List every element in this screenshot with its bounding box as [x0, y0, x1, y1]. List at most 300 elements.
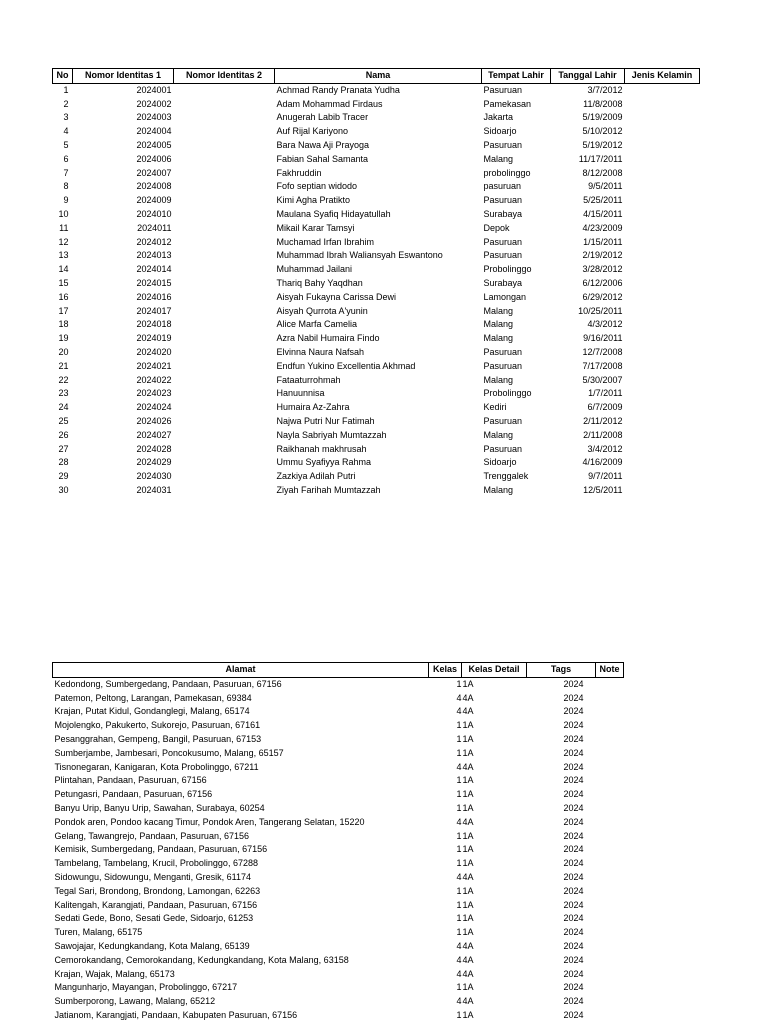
cell-tanggal-lahir[interactable]: 5/10/2012: [582, 126, 623, 137]
cell-nama[interactable]: Humaira Az-Zahra: [276, 402, 350, 413]
cell-kelas[interactable]: 1: [456, 913, 462, 924]
cell-tanggal-lahir[interactable]: 9/5/2011: [588, 181, 623, 192]
cell-tanggal-lahir[interactable]: 9/7/2011: [588, 471, 623, 482]
cell-tanggal-lahir[interactable]: 5/30/2007: [582, 374, 623, 385]
cell-tanggal-lahir[interactable]: 10/25/2011: [578, 305, 623, 316]
cell-note[interactable]: [596, 761, 624, 775]
col-header-tanggal-lahir[interactable]: Tanggal Lahir: [551, 69, 625, 84]
cell-nomor-identitas-2[interactable]: [174, 291, 275, 305]
cell-tags[interactable]: 2024: [563, 1009, 584, 1020]
cell-jenis-kelamin[interactable]: [625, 83, 700, 97]
cell-tanggal-lahir[interactable]: 3/4/2012: [587, 443, 623, 454]
cell-kelas[interactable]: 4: [456, 940, 462, 951]
cell-kelas-detail[interactable]: 1A: [462, 789, 474, 800]
cell-note[interactable]: [596, 733, 624, 747]
cell-nomor-identitas-2[interactable]: [174, 263, 275, 277]
cell-no[interactable]: 30: [58, 484, 69, 495]
cell-nama[interactable]: Auf Rijal Kariyono: [276, 126, 349, 137]
cell-nama[interactable]: Nayla Sabriyah Mumtazzah: [276, 429, 387, 440]
cell-tags[interactable]: 2024: [563, 775, 584, 786]
cell-nomor-identitas-2[interactable]: [174, 305, 275, 319]
cell-tanggal-lahir[interactable]: 12/7/2008: [582, 346, 623, 357]
cell-kelas[interactable]: 4: [456, 761, 462, 772]
cell-no[interactable]: 12: [58, 236, 69, 247]
cell-nomor-identitas-1[interactable]: 2024029: [136, 457, 172, 468]
cell-tags[interactable]: 2024: [563, 678, 584, 689]
cell-nomor-identitas-1[interactable]: 2024005: [136, 139, 172, 150]
cell-kelas-detail[interactable]: 4A: [462, 816, 474, 827]
cell-tags[interactable]: 2024: [563, 858, 584, 869]
cell-no[interactable]: 5: [63, 139, 69, 150]
cell-nomor-identitas-1[interactable]: 2024020: [136, 346, 172, 357]
cell-jenis-kelamin[interactable]: [625, 484, 700, 498]
cell-tags[interactable]: 2024: [563, 789, 584, 800]
cell-kelas[interactable]: 4: [456, 706, 462, 717]
cell-nomor-identitas-1[interactable]: 2024028: [136, 443, 172, 454]
cell-nomor-identitas-1[interactable]: 2024014: [136, 264, 172, 275]
cell-nomor-identitas-2[interactable]: [174, 98, 275, 112]
cell-nomor-identitas-2[interactable]: [174, 443, 275, 457]
cell-jenis-kelamin[interactable]: [625, 429, 700, 443]
cell-jenis-kelamin[interactable]: [625, 346, 700, 360]
cell-tanggal-lahir[interactable]: 12/5/2011: [583, 484, 623, 495]
cell-no[interactable]: 19: [58, 333, 69, 344]
cell-kelas-detail[interactable]: 1A: [462, 720, 474, 731]
cell-nama[interactable]: Fabian Sahal Samanta: [276, 153, 369, 164]
cell-kelas-detail[interactable]: 4A: [462, 954, 474, 965]
cell-kelas[interactable]: 1: [456, 747, 462, 758]
cell-nomor-identitas-1[interactable]: 2024012: [136, 236, 172, 247]
cell-tags[interactable]: 2024: [563, 885, 584, 896]
cell-alamat[interactable]: Jatianom, Karangjati, Pandaan, Kabupaten Pasuruan, 67156: [54, 1009, 298, 1020]
cell-tags[interactable]: 2024: [563, 913, 584, 924]
cell-tanggal-lahir[interactable]: 9/16/2011: [583, 333, 623, 344]
cell-nama[interactable]: Najwa Putri Nur Fatimah: [276, 415, 375, 426]
cell-alamat[interactable]: Sumberjambe, Jambesari, Poncokusumo, Malang, 65157: [54, 747, 284, 758]
cell-kelas-detail[interactable]: 1A: [462, 858, 474, 869]
cell-nomor-identitas-1[interactable]: 2024026: [136, 415, 172, 426]
cell-nama[interactable]: Fataaturrohmah: [276, 374, 341, 385]
cell-nomor-identitas-1[interactable]: 2024024: [136, 402, 172, 413]
cell-tempat-lahir[interactable]: Malang: [483, 305, 514, 316]
cell-jenis-kelamin[interactable]: [625, 360, 700, 374]
cell-tempat-lahir[interactable]: probolinggo: [483, 167, 531, 178]
cell-tempat-lahir[interactable]: Malang: [483, 319, 514, 330]
cell-no[interactable]: 25: [58, 415, 69, 426]
cell-kelas-detail[interactable]: 1A: [462, 733, 474, 744]
cell-nomor-identitas-1[interactable]: 2024004: [136, 126, 172, 137]
cell-jenis-kelamin[interactable]: [625, 236, 700, 250]
cell-alamat[interactable]: Plintahan, Pandaan, Pasuruan, 67156: [54, 775, 207, 786]
col-header-alamat[interactable]: Alamat: [53, 663, 429, 678]
col-header-nama[interactable]: Nama: [275, 69, 482, 84]
cell-nomor-identitas-2[interactable]: [174, 429, 275, 443]
cell-kelas[interactable]: 4: [456, 692, 462, 703]
cell-alamat[interactable]: Sidowungu, Sidowungu, Menganti, Gresik, 61174: [54, 871, 251, 882]
cell-no[interactable]: 20: [58, 346, 69, 357]
cell-kelas[interactable]: 1: [456, 789, 462, 800]
cell-tags[interactable]: 2024: [563, 927, 584, 938]
cell-tempat-lahir[interactable]: Malang: [483, 429, 514, 440]
cell-nomor-identitas-2[interactable]: [174, 277, 275, 291]
cell-note[interactable]: [596, 912, 624, 926]
cell-tempat-lahir[interactable]: Pasuruan: [483, 250, 523, 261]
cell-alamat[interactable]: Sedati Gede, Bono, Sesati Gede, Sidoarjo, 61253: [54, 913, 254, 924]
cell-alamat[interactable]: Tisnonegaran, Kanigaran, Kota Probolinggo, 67211: [54, 761, 259, 772]
cell-nama[interactable]: Alice Marfa Camelia: [276, 319, 358, 330]
col-header-nomor-identitas-1[interactable]: Nomor Identitas 1: [73, 69, 174, 84]
cell-nama[interactable]: Azra Nabil Humaira Findo: [276, 333, 380, 344]
cell-tags[interactable]: 2024: [563, 982, 584, 993]
cell-note[interactable]: [596, 981, 624, 995]
cell-note[interactable]: [596, 885, 624, 899]
cell-no[interactable]: 10: [58, 208, 69, 219]
cell-no[interactable]: 3: [63, 112, 69, 123]
cell-no[interactable]: 26: [58, 429, 69, 440]
cell-kelas-detail[interactable]: 1A: [462, 830, 474, 841]
cell-nomor-identitas-2[interactable]: [174, 415, 275, 429]
cell-no[interactable]: 1: [63, 84, 69, 95]
cell-no[interactable]: 28: [58, 457, 69, 468]
cell-tempat-lahir[interactable]: Malang: [483, 153, 514, 164]
cell-jenis-kelamin[interactable]: [625, 125, 700, 139]
cell-nomor-identitas-1[interactable]: 2024030: [136, 471, 172, 482]
cell-nomor-identitas-2[interactable]: [174, 83, 275, 97]
cell-tanggal-lahir[interactable]: 1/15/2011: [583, 236, 623, 247]
cell-tempat-lahir[interactable]: Probolinggo: [483, 264, 532, 275]
cell-alamat[interactable]: Kedondong, Sumbergedang, Pandaan, Pasuruan, 67156: [54, 678, 282, 689]
cell-tanggal-lahir[interactable]: 4/15/2011: [583, 208, 623, 219]
cell-jenis-kelamin[interactable]: [625, 98, 700, 112]
cell-no[interactable]: 11: [59, 222, 69, 233]
cell-nomor-identitas-2[interactable]: [174, 484, 275, 498]
cell-nomor-identitas-2[interactable]: [174, 208, 275, 222]
cell-nama[interactable]: Elvinna Naura Nafsah: [276, 346, 365, 357]
cell-kelas-detail[interactable]: 4A: [462, 706, 474, 717]
cell-jenis-kelamin[interactable]: [625, 374, 700, 388]
cell-nomor-identitas-2[interactable]: [174, 180, 275, 194]
cell-tempat-lahir[interactable]: Pamekasan: [483, 98, 532, 109]
cell-nama[interactable]: Muhammad Jailani: [276, 264, 353, 275]
cell-no[interactable]: 17: [58, 305, 69, 316]
cell-no[interactable]: 18: [58, 319, 69, 330]
cell-no[interactable]: 14: [58, 264, 69, 275]
cell-jenis-kelamin[interactable]: [625, 263, 700, 277]
cell-nomor-identitas-1[interactable]: 2024007: [136, 167, 172, 178]
cell-kelas[interactable]: 1: [456, 1009, 462, 1020]
cell-alamat[interactable]: Turen, Malang, 65175: [54, 927, 143, 938]
cell-tags[interactable]: 2024: [563, 706, 584, 717]
cell-note[interactable]: [596, 830, 624, 844]
cell-jenis-kelamin[interactable]: [625, 401, 700, 415]
cell-note[interactable]: [596, 705, 624, 719]
cell-note[interactable]: [596, 692, 624, 706]
cell-note[interactable]: [596, 899, 624, 913]
cell-nomor-identitas-1[interactable]: 2024016: [136, 291, 172, 302]
cell-nama[interactable]: Adam Mohammad Firdaus: [276, 98, 383, 109]
cell-nomor-identitas-1[interactable]: 2024006: [136, 153, 172, 164]
cell-nomor-identitas-1[interactable]: 2024018: [136, 319, 172, 330]
cell-nama[interactable]: Aisyah Fukayna Carissa Dewi: [276, 291, 397, 302]
cell-jenis-kelamin[interactable]: [625, 277, 700, 291]
cell-tanggal-lahir[interactable]: 5/19/2009: [582, 112, 623, 123]
col-header-note[interactable]: Note: [596, 663, 624, 678]
cell-tanggal-lahir[interactable]: 2/11/2012: [583, 415, 623, 426]
cell-nama[interactable]: Anugerah Labib Tracer: [276, 112, 369, 123]
cell-tags[interactable]: 2024: [563, 871, 584, 882]
cell-tanggal-lahir[interactable]: 5/19/2012: [582, 139, 623, 150]
cell-tanggal-lahir[interactable]: 4/16/2009: [582, 457, 623, 468]
cell-kelas[interactable]: 4: [456, 968, 462, 979]
cell-tempat-lahir[interactable]: Pasuruan: [483, 443, 523, 454]
cell-alamat[interactable]: Pesanggrahan, Gempeng, Bangil, Pasuruan, 67153: [54, 733, 262, 744]
cell-nomor-identitas-2[interactable]: [174, 194, 275, 208]
cell-nama[interactable]: Kimi Agha Pratikto: [276, 195, 351, 206]
cell-kelas[interactable]: 1: [456, 844, 462, 855]
cell-tags[interactable]: 2024: [563, 747, 584, 758]
cell-kelas-detail[interactable]: 4A: [462, 968, 474, 979]
cell-note[interactable]: [596, 857, 624, 871]
cell-jenis-kelamin[interactable]: [625, 415, 700, 429]
cell-kelas[interactable]: 1: [456, 982, 462, 993]
cell-tempat-lahir[interactable]: Pasuruan: [483, 415, 523, 426]
cell-nomor-identitas-2[interactable]: [174, 387, 275, 401]
cell-kelas-detail[interactable]: 4A: [462, 996, 474, 1007]
cell-tempat-lahir[interactable]: Trenggalek: [483, 471, 529, 482]
cell-note[interactable]: [596, 747, 624, 761]
cell-nama[interactable]: Hanuunnisa: [276, 388, 325, 399]
cell-tags[interactable]: 2024: [563, 899, 584, 910]
cell-jenis-kelamin[interactable]: [625, 222, 700, 236]
cell-tags[interactable]: 2024: [563, 692, 584, 703]
cell-tanggal-lahir[interactable]: 1/7/2011: [588, 388, 623, 399]
cell-jenis-kelamin[interactable]: [625, 194, 700, 208]
cell-kelas[interactable]: 1: [456, 720, 462, 731]
cell-jenis-kelamin[interactable]: [625, 470, 700, 484]
cell-jenis-kelamin[interactable]: [625, 208, 700, 222]
cell-alamat[interactable]: Pondok aren, Pondoo kacang Timur, Pondok Aren, Tangerang Selatan, 15220: [54, 816, 365, 827]
cell-tags[interactable]: 2024: [563, 954, 584, 965]
cell-kelas-detail[interactable]: 1A: [462, 802, 474, 813]
cell-no[interactable]: 16: [58, 291, 69, 302]
cell-tempat-lahir[interactable]: Malang: [483, 333, 514, 344]
cell-nama[interactable]: Maulana Syafiq Hidayatullah: [276, 208, 391, 219]
cell-kelas-detail[interactable]: 1A: [462, 913, 474, 924]
cell-tempat-lahir[interactable]: Surabaya: [483, 277, 523, 288]
cell-tempat-lahir[interactable]: Kediri: [483, 402, 507, 413]
cell-nomor-identitas-1[interactable]: 2024001: [136, 84, 172, 95]
cell-kelas-detail[interactable]: 1A: [462, 678, 474, 689]
cell-alamat[interactable]: Tegal Sari, Brondong, Brondong, Lamongan, 62263: [54, 885, 261, 896]
cell-kelas-detail[interactable]: 4A: [462, 761, 474, 772]
cell-jenis-kelamin[interactable]: [625, 456, 700, 470]
cell-no[interactable]: 15: [58, 277, 69, 288]
cell-tanggal-lahir[interactable]: 7/17/2008: [582, 360, 623, 371]
cell-note[interactable]: [596, 677, 624, 691]
cell-kelas[interactable]: 1: [456, 802, 462, 813]
cell-tags[interactable]: 2024: [563, 761, 584, 772]
cell-alamat[interactable]: Mojolengko, Pakukerto, Sukorejo, Pasuruan, 67161: [54, 720, 261, 731]
cell-no[interactable]: 4: [63, 126, 69, 137]
cell-nama[interactable]: Endfun Yukino Excellentia Akhmad: [276, 360, 416, 371]
cell-nomor-identitas-1[interactable]: 2024017: [136, 305, 172, 316]
cell-jenis-kelamin[interactable]: [625, 291, 700, 305]
cell-nomor-identitas-1[interactable]: 2024022: [136, 374, 172, 385]
cell-nomor-identitas-2[interactable]: [174, 249, 275, 263]
cell-alamat[interactable]: Banyu Urip, Banyu Urip, Sawahan, Surabaya, 60254: [54, 802, 265, 813]
cell-nama[interactable]: Ummu Syafiyya Rahma: [276, 457, 372, 468]
cell-alamat[interactable]: Kemisik, Sumbergedang, Pandaan, Pasuruan, 67156: [54, 844, 268, 855]
cell-tags[interactable]: 2024: [563, 830, 584, 841]
cell-nama[interactable]: Raikhanah makhrusah: [276, 443, 367, 454]
cell-nomor-identitas-1[interactable]: 2024027: [136, 429, 172, 440]
col-header-tags[interactable]: Tags: [527, 663, 596, 678]
cell-nomor-identitas-2[interactable]: [174, 111, 275, 125]
cell-tanggal-lahir[interactable]: 4/23/2009: [582, 222, 623, 233]
cell-tanggal-lahir[interactable]: 6/12/2006: [582, 277, 623, 288]
cell-note[interactable]: [596, 871, 624, 885]
col-header-jenis-kelamin[interactable]: Jenis Kelamin: [625, 69, 700, 84]
cell-tempat-lahir[interactable]: Pasuruan: [483, 360, 523, 371]
col-header-tempat-lahir[interactable]: Tempat Lahir: [482, 69, 551, 84]
cell-no[interactable]: 8: [63, 181, 69, 192]
cell-alamat[interactable]: Sumberporong, Lawang, Malang, 65212: [54, 996, 216, 1007]
cell-alamat[interactable]: Petungasri, Pandaan, Pasuruan, 67156: [54, 789, 213, 800]
cell-kelas[interactable]: 4: [456, 954, 462, 965]
cell-nama[interactable]: Fakhruddin: [276, 167, 322, 178]
cell-tanggal-lahir[interactable]: 6/29/2012: [582, 291, 623, 302]
cell-nomor-identitas-2[interactable]: [174, 167, 275, 181]
cell-no[interactable]: 6: [63, 153, 69, 164]
cell-nomor-identitas-2[interactable]: [174, 346, 275, 360]
cell-tempat-lahir[interactable]: Pasuruan: [483, 84, 523, 95]
cell-nomor-identitas-2[interactable]: [174, 139, 275, 153]
cell-nomor-identitas-2[interactable]: [174, 222, 275, 236]
cell-nomor-identitas-2[interactable]: [174, 374, 275, 388]
cell-tempat-lahir[interactable]: Sidoarjo: [483, 457, 517, 468]
cell-tanggal-lahir[interactable]: 11/17/2011: [578, 153, 623, 164]
cell-note[interactable]: [596, 926, 624, 940]
cell-jenis-kelamin[interactable]: [625, 443, 700, 457]
cell-tags[interactable]: 2024: [563, 844, 584, 855]
cell-note[interactable]: [596, 995, 624, 1009]
cell-note[interactable]: [596, 774, 624, 788]
cell-tags[interactable]: 2024: [563, 940, 584, 951]
cell-jenis-kelamin[interactable]: [625, 387, 700, 401]
cell-nama[interactable]: Bara Nawa Aji Prayoga: [276, 139, 370, 150]
cell-note[interactable]: [596, 843, 624, 857]
col-header-nomor-identitas-2[interactable]: Nomor Identitas 2: [174, 69, 275, 84]
cell-tanggal-lahir[interactable]: 4/3/2012: [587, 319, 623, 330]
cell-kelas-detail[interactable]: 4A: [462, 692, 474, 703]
cell-nomor-identitas-1[interactable]: 2024010: [136, 208, 172, 219]
cell-alamat[interactable]: Cemorokandang, Cemorokandang, Kedungkandang, Kota Malang, 63158: [54, 954, 349, 965]
cell-no[interactable]: 23: [58, 388, 69, 399]
cell-jenis-kelamin[interactable]: [625, 305, 700, 319]
cell-alamat[interactable]: Gelang, Tawangrejo, Pandaan, Pasuruan, 67156: [54, 830, 249, 841]
cell-jenis-kelamin[interactable]: [625, 318, 700, 332]
col-header-no[interactable]: No: [53, 69, 73, 84]
cell-tempat-lahir[interactable]: Pasuruan: [483, 195, 523, 206]
cell-alamat[interactable]: Mangunharjo, Mayangan, Probolinggo, 67217: [54, 982, 238, 993]
cell-nama[interactable]: Zazkiya Adilah Putri: [276, 471, 356, 482]
cell-kelas[interactable]: 1: [456, 678, 462, 689]
cell-tanggal-lahir[interactable]: 8/12/2008: [582, 167, 623, 178]
cell-nomor-identitas-1[interactable]: 2024008: [136, 181, 172, 192]
cell-nomor-identitas-1[interactable]: 2024003: [136, 112, 172, 123]
cell-nomor-identitas-1[interactable]: 2024023: [136, 388, 172, 399]
cell-kelas-detail[interactable]: 1A: [462, 747, 474, 758]
cell-nomor-identitas-1[interactable]: 2024009: [136, 195, 172, 206]
cell-jenis-kelamin[interactable]: [625, 332, 700, 346]
cell-tags[interactable]: 2024: [563, 802, 584, 813]
cell-kelas[interactable]: 4: [456, 871, 462, 882]
cell-nama[interactable]: Aisyah Qurrota A'yunin: [276, 305, 368, 316]
cell-kelas[interactable]: 1: [456, 885, 462, 896]
cell-alamat[interactable]: Kalitengah, Karangjati, Pandaan, Pasuruan, 67156: [54, 899, 258, 910]
cell-kelas[interactable]: 1: [456, 775, 462, 786]
cell-kelas-detail[interactable]: 1A: [462, 844, 474, 855]
cell-no[interactable]: 27: [58, 443, 69, 454]
cell-no[interactable]: 22: [58, 374, 69, 385]
cell-nama[interactable]: Mikail Karar Tamsyi: [276, 222, 355, 233]
cell-tempat-lahir[interactable]: Malang: [483, 484, 514, 495]
cell-nomor-identitas-2[interactable]: [174, 236, 275, 250]
cell-nomor-identitas-1[interactable]: 2024011: [137, 222, 172, 233]
cell-nomor-identitas-2[interactable]: [174, 401, 275, 415]
cell-jenis-kelamin[interactable]: [625, 249, 700, 263]
cell-jenis-kelamin[interactable]: [625, 167, 700, 181]
cell-tanggal-lahir[interactable]: 2/11/2008: [583, 429, 623, 440]
cell-nama[interactable]: Muhammad Ibrah Waliansyah Eswantono: [276, 250, 443, 261]
cell-tempat-lahir[interactable]: Pasuruan: [483, 139, 523, 150]
cell-kelas[interactable]: 1: [456, 733, 462, 744]
cell-alamat[interactable]: Krajan, Wajak, Malang, 65173: [54, 968, 175, 979]
cell-tanggal-lahir[interactable]: 3/7/2012: [587, 84, 623, 95]
cell-kelas[interactable]: 4: [456, 816, 462, 827]
cell-kelas-detail[interactable]: 4A: [462, 871, 474, 882]
cell-nomor-identitas-1[interactable]: 2024013: [136, 250, 172, 261]
cell-nomor-identitas-2[interactable]: [174, 456, 275, 470]
cell-alamat[interactable]: Krajan, Putat Kidul, Gondanglegi, Malang, 65174: [54, 706, 250, 717]
cell-nomor-identitas-1[interactable]: 2024015: [136, 277, 172, 288]
cell-tanggal-lahir[interactable]: 3/28/2012: [582, 264, 623, 275]
cell-kelas[interactable]: 4: [456, 996, 462, 1007]
cell-tempat-lahir[interactable]: Malang: [483, 374, 514, 385]
cell-kelas-detail[interactable]: 1A: [462, 982, 474, 993]
cell-tanggal-lahir[interactable]: 2/19/2012: [582, 250, 623, 261]
cell-tempat-lahir[interactable]: Pasuruan: [483, 346, 523, 357]
cell-kelas-detail[interactable]: 1A: [462, 885, 474, 896]
cell-no[interactable]: 29: [58, 471, 69, 482]
col-header-kelas[interactable]: Kelas: [429, 663, 462, 678]
cell-no[interactable]: 13: [58, 250, 69, 261]
cell-alamat[interactable]: Patemon, Peltong, Larangan, Pamekasan, 69384: [54, 692, 252, 703]
cell-alamat[interactable]: Sawojajar, Kedungkandang, Kota Malang, 65139: [54, 940, 250, 951]
cell-tags[interactable]: 2024: [563, 720, 584, 731]
cell-note[interactable]: [596, 802, 624, 816]
cell-tags[interactable]: 2024: [563, 996, 584, 1007]
cell-tanggal-lahir[interactable]: 6/7/2009: [587, 402, 623, 413]
cell-no[interactable]: 9: [63, 195, 69, 206]
col-header-kelas-detail[interactable]: Kelas Detail: [462, 663, 527, 678]
cell-note[interactable]: [596, 719, 624, 733]
cell-kelas-detail[interactable]: 1A: [462, 927, 474, 938]
cell-tempat-lahir[interactable]: Jakarta: [483, 112, 514, 123]
cell-tanggal-lahir[interactable]: 11/8/2008: [583, 98, 623, 109]
cell-nama[interactable]: Ziyah Farihah Mumtazzah: [276, 484, 381, 495]
cell-nomor-identitas-2[interactable]: [174, 125, 275, 139]
